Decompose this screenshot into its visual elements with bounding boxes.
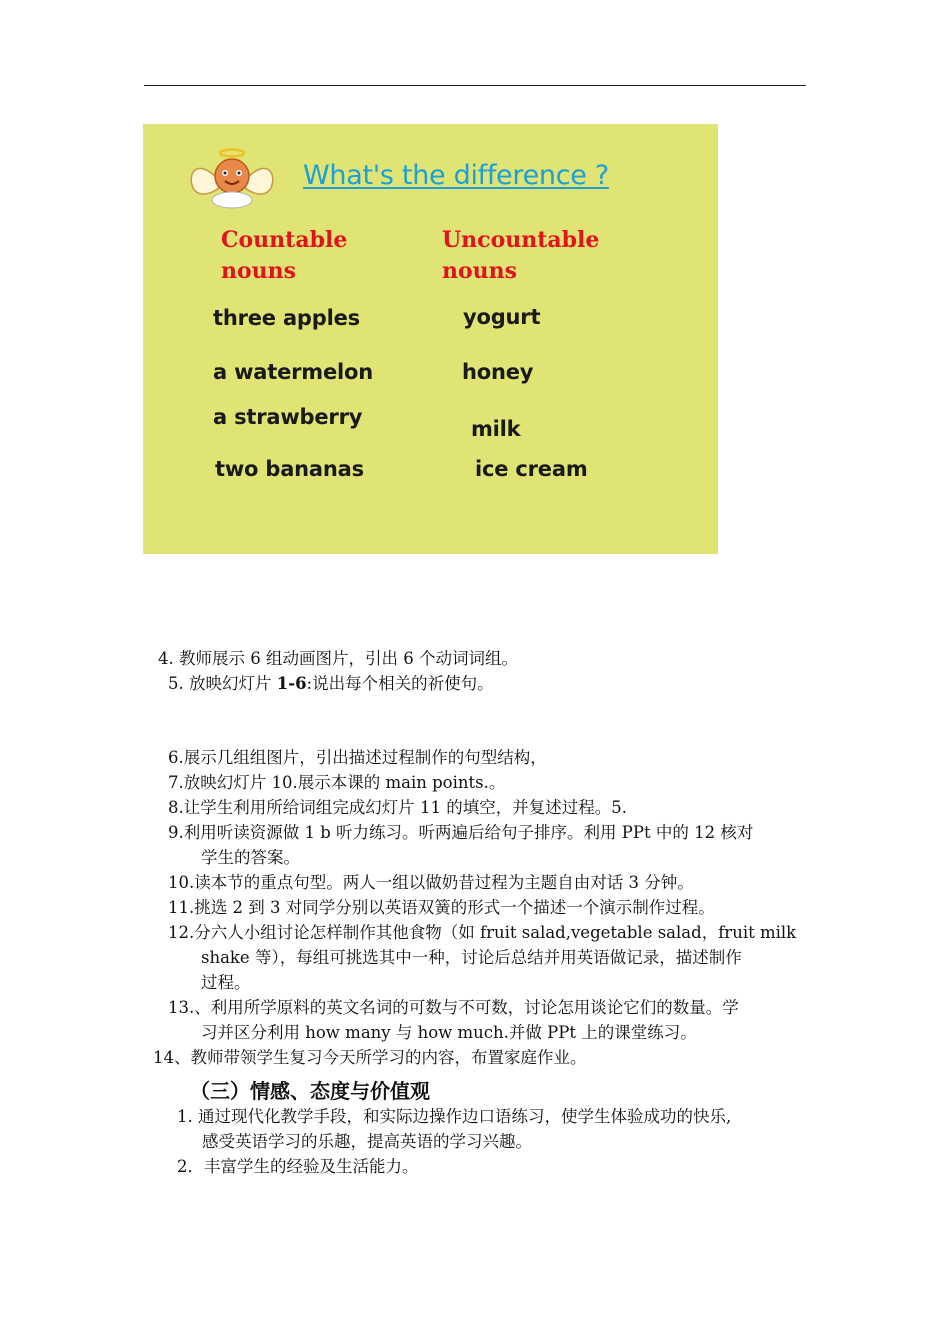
step-5-text: 5. 放映幻灯片 [168, 674, 277, 693]
step-5 [168, 672, 494, 696]
step-12-line2: shake 等），每组可挑选其中一种，讨论后总结并用英语做记录，描述制作 [201, 948, 742, 967]
uncountable-heading-line1: Uncountable [442, 227, 600, 253]
uncountable-heading [442, 225, 599, 287]
uncountable-item: honey [462, 360, 534, 384]
step-6: 6.展示几组组图片，引出描述过程制作的句型结构， [168, 748, 547, 767]
step-4: 4. 教师展示 6 组动画图片，引出 6 个动词词组。 [158, 649, 518, 668]
step-7: 7.放映幻灯片 10.展示本课的 main points.。 [168, 773, 506, 792]
uncountable-heading-line2: nouns [442, 258, 518, 284]
step-10: 10.读本节的重点句型。两人一组以做奶昔过程为主题自由对话 3 分钟。 [168, 873, 694, 892]
step-12-line3: 过程。 [201, 973, 251, 992]
countable-heading-line1: Countable [221, 227, 348, 253]
section-3-item-1-line2: 感受英语学习的乐趣，提高英语的学习兴趣。 [202, 1132, 532, 1151]
step-8: 8.让学生利用所给词组完成幻灯片 11 的填空，并复述过程。5. [168, 798, 627, 817]
step-5-text-end: :说出每个相关的祈使句。 [306, 674, 494, 693]
countable-heading [221, 225, 347, 287]
countable-item: a strawberry [213, 405, 363, 429]
uncountable-item: ice cream [475, 457, 588, 481]
countable-heading-line2: nouns [221, 258, 297, 284]
slide-title: What's the difference ? [303, 160, 609, 191]
step-13-line2: 习并区分利用 how many 与 how much.并做 PPt 上的课堂练习。 [201, 1023, 697, 1042]
angel-icon [187, 148, 277, 210]
uncountable-item: yogurt [463, 305, 541, 329]
countable-item: three apples [213, 306, 360, 330]
step-9-line2: 学生的答案。 [201, 848, 300, 867]
step-5-slides: 1-6 [276, 674, 307, 693]
section-3-item-2: 2．丰富学生的经验及生活能力。 [177, 1157, 419, 1176]
countable-item: a watermelon [213, 360, 373, 384]
countable-item: two bananas [215, 457, 364, 481]
header-rule [144, 85, 806, 86]
uncountable-item: milk [471, 417, 521, 441]
step-9-line1: 9.利用听读资源做 1 b 听力练习。听两遍后给句子排序。利用 PPt 中的 12 核对 [168, 823, 754, 842]
step-14: 14、教师带领学生复习今天所学习的内容，布置家庭作业。 [153, 1048, 587, 1067]
section-3-item-1-line1: 1. 通过现代化教学手段，和实际边操作边口语练习，使学生体验成功的快乐, [177, 1107, 732, 1126]
step-13-line1: 13.、利用所学原料的英文名词的可数与不可数，讨论怎用谈论它们的数量。学 [168, 998, 739, 1017]
slide-image [143, 124, 718, 554]
section-3-heading: （三）情感、态度与价值观 [190, 1079, 430, 1103]
step-11: 11.挑选 2 到 3 对同学分别以英语双簧的形式一个描述一个演示制作过程。 [168, 898, 715, 917]
step-12-line1: 12.分六人小组讨论怎样制作其他食物（如 fruit salad,vegetable salad，fruit milk [168, 923, 797, 942]
